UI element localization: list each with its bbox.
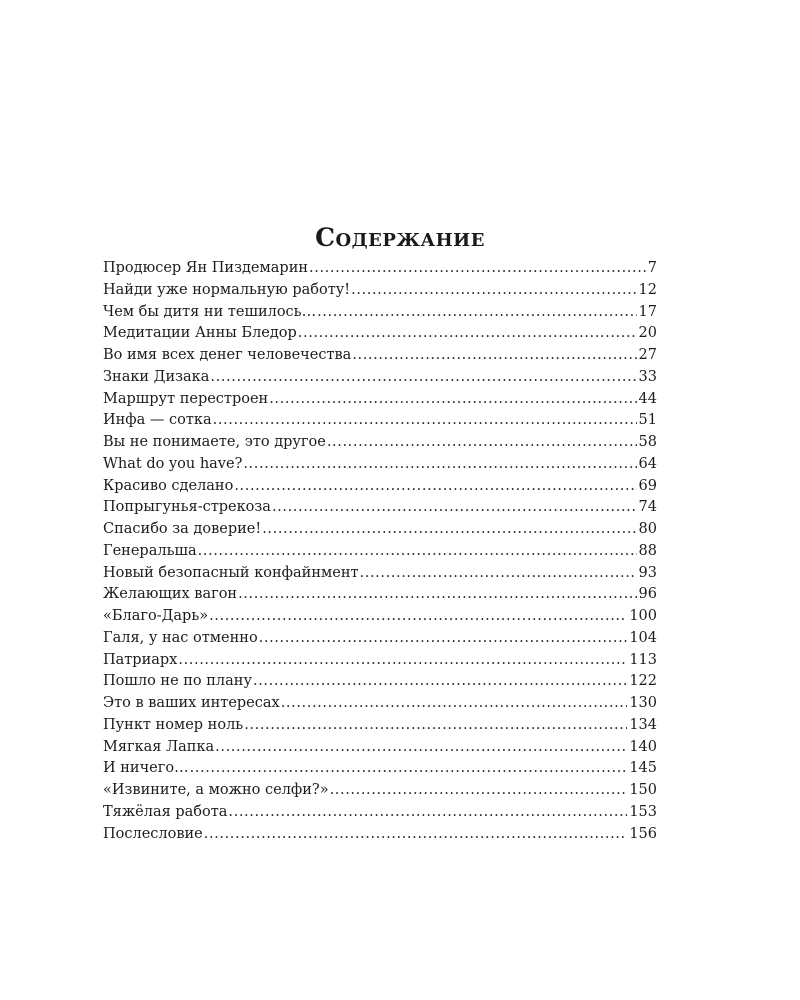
toc-entry[interactable] xyxy=(103,432,657,454)
dot-leader xyxy=(198,541,637,563)
toc-entry[interactable] xyxy=(103,650,657,672)
toc-entry-page-number: 44 xyxy=(638,390,657,407)
toc-entry[interactable] xyxy=(103,563,657,585)
toc-entry-title: И ничего… xyxy=(103,760,189,777)
dot-leader xyxy=(244,715,627,737)
toc-entry-page-number: 156 xyxy=(629,825,657,842)
toc-entry-title: Красиво сделано xyxy=(103,477,234,494)
toc-entry[interactable] xyxy=(103,671,657,693)
toc-entry-title: Спасибо за доверие! xyxy=(103,521,262,537)
toc-entry-page-number: 122 xyxy=(629,673,657,690)
dot-leader xyxy=(309,258,646,280)
toc-entry-title: Это в ваших интересах xyxy=(103,695,280,711)
toc-entry-title: Пункт номер ноль xyxy=(103,716,244,733)
toc-entry[interactable] xyxy=(103,606,657,628)
dot-leader xyxy=(269,389,636,411)
toc-entry-title: Вы не понимаете, это другое xyxy=(103,434,326,450)
toc-entry-page-number: 150 xyxy=(629,782,657,798)
dot-leader xyxy=(272,497,637,519)
toc-entry-page-number: 145 xyxy=(629,760,657,777)
toc-entry-page-number: 153 xyxy=(629,803,657,820)
toc-entry-page-number: 80 xyxy=(638,521,657,537)
toc-entry[interactable] xyxy=(103,258,657,280)
toc-entry[interactable] xyxy=(103,280,657,302)
toc-entry-page-number: 96 xyxy=(638,586,657,603)
toc-entry-title: What do you have? xyxy=(103,455,243,472)
toc-entry-title: Медитации Анны Бледор xyxy=(103,325,297,342)
dot-leader xyxy=(327,432,637,454)
toc-entry[interactable] xyxy=(103,497,657,519)
toc-entry-title: Пошло не по плану xyxy=(103,673,252,690)
toc-entry-title: Во имя всех денег человечества xyxy=(103,347,352,363)
toc-entry[interactable] xyxy=(103,824,657,846)
toc-entry-title: Чем бы дитя ни тешилось… xyxy=(103,303,317,320)
toc-entry[interactable] xyxy=(103,476,657,498)
toc-entry-page-number: 134 xyxy=(629,716,657,733)
dot-leader xyxy=(351,280,636,302)
dot-leader xyxy=(210,367,636,389)
toc-entry-page-number: 113 xyxy=(629,651,657,668)
dot-leader xyxy=(190,758,628,780)
toc-entry-title: Попрыгунья-стрекоза xyxy=(103,499,271,516)
toc-entry-page-number: 12 xyxy=(638,281,657,298)
dot-leader xyxy=(352,345,636,367)
toc-entry[interactable] xyxy=(103,389,657,411)
dot-leader xyxy=(234,476,636,498)
toc-entry[interactable] xyxy=(103,323,657,345)
toc-entry[interactable] xyxy=(103,715,657,737)
toc-entry-page-number: 69 xyxy=(638,477,657,494)
toc-entry-title: «Извините, а можно селфи?» xyxy=(103,782,329,798)
toc-entry-page-number: 93 xyxy=(638,564,657,581)
toc-entry-page-number: 74 xyxy=(638,499,657,516)
toc-entry-page-number: 58 xyxy=(638,434,657,450)
dot-leader xyxy=(330,780,628,802)
dot-leader xyxy=(259,628,628,650)
dot-leader xyxy=(317,302,636,324)
toc-entry-title: Генеральша xyxy=(103,542,197,559)
toc-entry[interactable] xyxy=(103,519,657,541)
dot-leader xyxy=(178,650,627,672)
toc-entry[interactable] xyxy=(103,410,657,432)
toc-entry[interactable] xyxy=(103,584,657,606)
toc-entry-page-number: 7 xyxy=(647,260,657,276)
dot-leader xyxy=(209,606,627,628)
toc-entry-page-number: 88 xyxy=(638,542,657,559)
toc-entry-title: Тяжёлая работа xyxy=(103,803,228,820)
toc-entry-title: Маршрут перестроен xyxy=(103,390,269,407)
toc-entry-title: Патриарх xyxy=(103,651,178,668)
toc-entry-title: Продюсер Ян Пиздемарин xyxy=(103,260,309,276)
dot-leader xyxy=(253,671,627,693)
dot-leader xyxy=(204,824,628,846)
toc-entry[interactable] xyxy=(103,693,657,715)
dot-leader xyxy=(360,563,637,585)
toc-entry-page-number: 140 xyxy=(629,738,657,755)
toc-entry-page-number: 104 xyxy=(629,629,657,646)
dot-leader xyxy=(213,410,637,432)
toc-entry[interactable] xyxy=(103,302,657,324)
toc-entry-title: Знаки Дизака xyxy=(103,368,210,385)
toc-entry[interactable] xyxy=(103,758,657,780)
dot-leader xyxy=(215,737,627,759)
toc-entry-page-number: 130 xyxy=(629,695,657,711)
toc-entry-title: Инфа — сотка xyxy=(103,412,212,429)
toc-entry-title: Новый безопасный конфайнмент xyxy=(103,564,359,581)
toc-entry-page-number: 20 xyxy=(638,325,657,342)
toc-entry[interactable] xyxy=(103,345,657,367)
toc-entry-title: Мягкая Лапка xyxy=(103,738,215,755)
toc-entry[interactable] xyxy=(103,454,657,476)
toc-entry-page-number: 33 xyxy=(638,368,657,385)
toc-entry-page-number: 100 xyxy=(629,608,657,624)
dot-leader xyxy=(298,323,637,345)
toc-entry-page-number: 64 xyxy=(638,455,657,472)
toc-entry-page-number: 51 xyxy=(638,412,657,429)
toc-entry[interactable] xyxy=(103,737,657,759)
toc-entry[interactable] xyxy=(103,628,657,650)
dot-leader xyxy=(281,693,628,715)
dot-leader xyxy=(243,454,636,476)
toc-entry[interactable] xyxy=(103,367,657,389)
toc-entry-title: Послесловие xyxy=(103,825,203,842)
table-of-contents xyxy=(103,258,657,845)
toc-entry-page-number: 17 xyxy=(638,303,657,320)
toc-entry-title: Желающих вагон xyxy=(103,586,238,603)
toc-entry[interactable] xyxy=(103,780,657,802)
dot-leader xyxy=(238,584,636,606)
toc-entry[interactable] xyxy=(103,802,657,824)
toc-entry-title: «Благо-Дарь» xyxy=(103,608,209,624)
toc-entry[interactable] xyxy=(103,541,657,563)
toc-entry-page-number: 27 xyxy=(638,347,657,363)
page-title: Содержание xyxy=(315,222,485,252)
toc-entry-title: Галя, у нас отменно xyxy=(103,629,258,646)
toc-entry-title: Найди уже нормальную работу! xyxy=(103,281,351,298)
dot-leader xyxy=(262,519,636,541)
dot-leader xyxy=(228,802,627,824)
